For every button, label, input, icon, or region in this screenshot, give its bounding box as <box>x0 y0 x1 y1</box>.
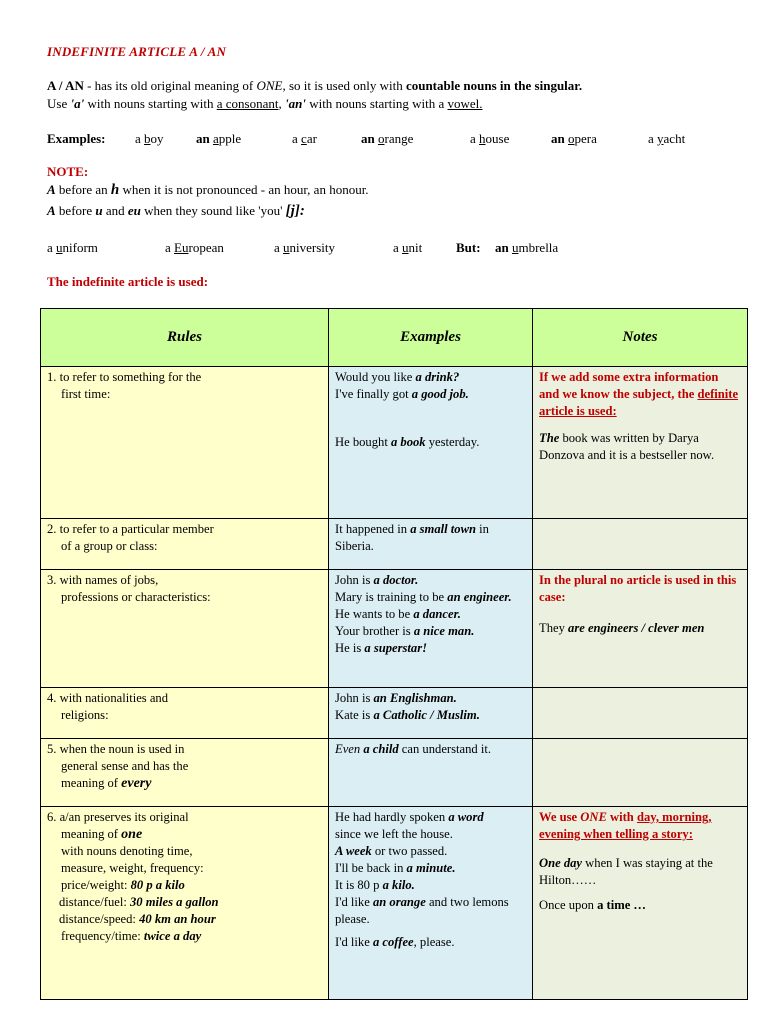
rule-text: distance/fuel: <box>59 895 130 909</box>
note-example: a European <box>165 240 224 255</box>
example-highlight: a nice man. <box>413 624 475 638</box>
intro-text: , <box>278 96 285 111</box>
note-u: u <box>95 203 103 218</box>
example-text: It is 80 p <box>335 878 383 892</box>
example-text: can understand it. <box>398 742 491 756</box>
example-highlight: a book <box>390 435 426 449</box>
example-text: I'd like <box>335 935 373 949</box>
intro-text: with nouns starting with a <box>305 96 448 111</box>
intro-lead: A / AN <box>47 78 84 93</box>
note-text: with <box>606 810 637 824</box>
rule-text: 1. to refer to something for the <box>47 370 202 384</box>
note-example: a uniform <box>47 240 98 255</box>
table-row <box>41 519 748 570</box>
intro-line-2 <box>47 96 483 112</box>
note-label: NOTE: <box>47 164 89 179</box>
rule-text: first time: <box>61 387 111 401</box>
rule-text: religions: <box>61 708 109 722</box>
note-text: and <box>102 203 128 218</box>
intro-text: with nouns starting with <box>84 96 217 111</box>
note-text: book was written by Darya Donzova and it is a bestseller now. <box>539 431 715 462</box>
example-item: a car <box>292 131 317 146</box>
table-row <box>41 807 748 1000</box>
table-header-row <box>41 309 748 367</box>
example-text: in Siberia. <box>335 522 489 553</box>
note-a: A <box>47 203 56 218</box>
header-rules: Rules <box>41 309 329 367</box>
example-cell <box>329 688 533 739</box>
example-text: I'd like <box>335 895 373 909</box>
note-a: A <box>47 182 56 197</box>
example-highlight: A week <box>335 844 372 858</box>
rule-cell <box>41 739 329 807</box>
note-eu: eu <box>127 203 141 218</box>
note-line-2 <box>47 203 305 220</box>
note-underline: day, morning, evening when telling a story: <box>539 810 712 841</box>
example-text: since we left the house. <box>335 827 453 841</box>
example-item: an orange <box>361 131 414 146</box>
rule-cell <box>41 519 329 570</box>
note-example: a unit <box>393 240 423 255</box>
example-cell <box>329 570 533 688</box>
note-underline: definite article is used: <box>539 387 739 418</box>
rule-text: price/weight: <box>61 878 131 892</box>
example-cell <box>329 367 533 519</box>
example-highlight: a minute. <box>406 861 456 875</box>
example-highlight: a kilo. <box>382 878 415 892</box>
example-highlight: a child <box>360 742 399 756</box>
rule-text: 3. with names of jobs, <box>47 573 159 587</box>
example-text: He had hardly spoken <box>335 810 449 824</box>
rule-cell <box>41 367 329 519</box>
example-highlight: an engineer. <box>447 590 512 604</box>
rule-text: with nouns denoting time, <box>61 844 193 858</box>
note-j: [j]: <box>285 203 305 219</box>
example-text: It happened in <box>335 522 411 536</box>
rule-text: 6. a/an preserves its original <box>47 810 189 824</box>
note-text: before <box>55 203 96 218</box>
note-h: h <box>110 182 120 198</box>
note-one: ONE <box>580 810 607 824</box>
rule-text: frequency/time: <box>61 929 144 943</box>
example-highlight: an orange <box>372 895 426 909</box>
rule-highlight: every <box>121 776 152 791</box>
example-text: John is <box>335 691 374 705</box>
example-text: He is <box>335 641 365 655</box>
examples-label: Examples: <box>47 131 106 146</box>
note-but-label: But: <box>456 240 481 255</box>
example-text: He bought <box>335 435 391 449</box>
note-text: If we add some extra information and we know the subject, the <box>539 370 719 401</box>
example-item: a house <box>470 131 510 146</box>
intro-consonant: a consonant <box>216 96 279 111</box>
rules-table <box>40 308 748 1000</box>
note-text: They <box>539 621 569 635</box>
rule-text: of a group or class: <box>61 539 158 553</box>
example-cell <box>329 807 533 1000</box>
used-heading: The indefinite article is used: <box>47 274 209 289</box>
intro-quote-an: 'an' <box>284 96 306 111</box>
note-cell <box>533 688 748 739</box>
example-highlight: a word <box>448 810 484 824</box>
example-item: a yacht <box>648 131 686 146</box>
example-text: Your brother is <box>335 624 414 638</box>
note-highlight: One day <box>539 856 583 870</box>
example-item: a boy <box>135 131 164 146</box>
note-cell <box>533 807 748 1000</box>
rule-cell <box>41 570 329 688</box>
example-text: or two passed. <box>371 844 448 858</box>
rule-text: measure, weight, frequency: <box>61 861 204 875</box>
example-text: Kate is <box>335 708 374 722</box>
note-cell <box>533 367 748 519</box>
rule-highlight: 30 miles a gallon <box>130 895 219 909</box>
example-text: , please. <box>413 935 455 949</box>
rule-highlight: 40 km an hour <box>139 912 216 926</box>
rule-text: general sense and has the <box>61 759 189 773</box>
example-text: and two lemons please. <box>335 895 509 926</box>
rule-highlight: 80 p a kilo <box>130 878 185 892</box>
rule-text: 2. to refer to a particular member <box>47 522 214 536</box>
note-text: In the plural no article is used in this case: <box>539 573 737 604</box>
note-text: when it is not pronounced - an hour, an honour. <box>119 182 369 197</box>
example-italic: Even <box>335 742 361 756</box>
note-example: a university <box>274 240 336 255</box>
example-highlight: an Englishman. <box>373 691 457 705</box>
example-highlight: a coffee <box>372 935 414 949</box>
note-cell <box>533 739 748 807</box>
intro-text: - has its old original meaning of <box>83 78 257 93</box>
rule-text: 4. with nationalities and <box>47 691 169 705</box>
example-highlight: a Catholic / Muslim. <box>373 708 480 722</box>
rule-cell <box>41 688 329 739</box>
example-text: He wants to be <box>335 607 414 621</box>
note-cell <box>533 519 748 570</box>
rule-text: distance/speed: <box>59 912 140 926</box>
example-highlight: a small town <box>410 522 476 536</box>
intro-vowel: vowel. <box>447 96 483 111</box>
rule-text: 5. when the noun is used in <box>47 742 185 756</box>
example-cell <box>329 739 533 807</box>
intro-one: ONE <box>256 78 283 93</box>
example-text: Would you like <box>335 370 416 384</box>
example-text: I'll be back in <box>335 861 407 875</box>
example-text: Mary is training to be <box>335 590 448 604</box>
note-cell <box>533 570 748 688</box>
note-highlight: The <box>539 431 560 445</box>
example-cell <box>329 519 533 570</box>
page-title: INDEFINITE ARTICLE A / AN <box>47 44 227 59</box>
rule-text: meaning of <box>61 776 122 790</box>
example-text: yesterday. <box>425 435 480 449</box>
example-text: John is <box>335 573 374 587</box>
note-highlight: a time … <box>597 898 647 912</box>
rule-highlight: one <box>121 827 143 842</box>
example-highlight: a doctor. <box>373 573 419 587</box>
header-notes: Notes <box>533 309 748 367</box>
intro-text: , so it is used only with <box>282 78 406 93</box>
example-item: an apple <box>196 131 242 146</box>
intro-bold: countable nouns in the singular. <box>405 78 583 93</box>
note-line-1 <box>47 182 369 199</box>
table-row <box>41 688 748 739</box>
example-highlight: a superstar! <box>364 641 428 655</box>
example-highlight: a good job. <box>411 387 469 401</box>
note-text: Once upon <box>539 898 598 912</box>
note-text: We use <box>539 810 581 824</box>
rule-highlight: twice a day <box>143 929 202 943</box>
intro-text: Use <box>47 96 71 111</box>
rule-text: meaning of <box>61 827 122 841</box>
example-highlight: a drink? <box>415 370 460 384</box>
example-item: an opera <box>551 131 597 146</box>
header-examples: Examples <box>329 309 533 367</box>
note-example: an umbrella <box>495 240 559 255</box>
note-text: before an <box>55 182 111 197</box>
rule-text: professions or characteristics: <box>61 590 211 604</box>
note-text: when I was staying at the Hilton…… <box>539 856 713 887</box>
example-text: I've finally got <box>335 387 412 401</box>
example-highlight: a dancer. <box>413 607 461 621</box>
note-highlight: are engineers / clever men <box>568 621 705 635</box>
table-row <box>41 367 748 519</box>
rule-cell <box>41 807 329 1000</box>
table-row <box>41 570 748 688</box>
table-row <box>41 739 748 807</box>
note-text: when they sound like 'you' <box>140 203 286 218</box>
intro-quote-a: 'a' <box>70 96 85 111</box>
intro-line-1 <box>47 78 582 94</box>
